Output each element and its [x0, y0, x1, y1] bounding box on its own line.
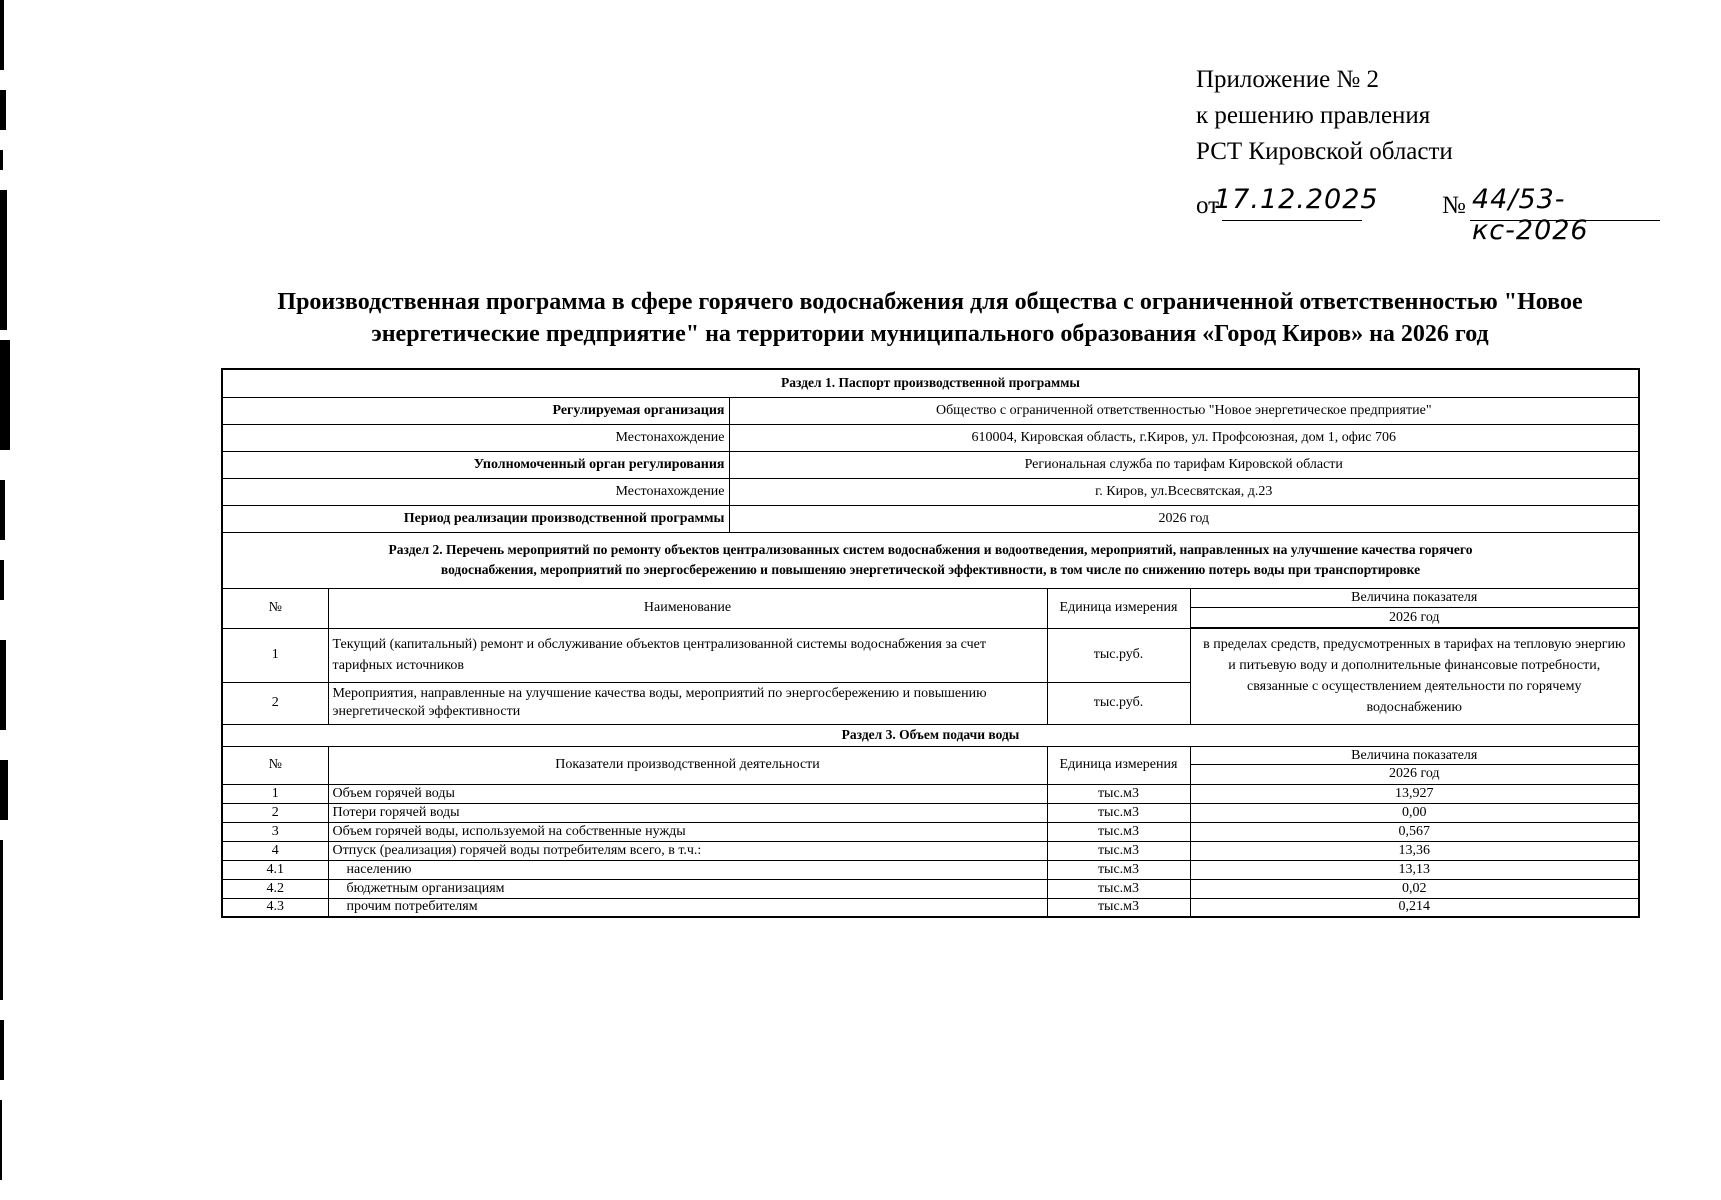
year-header: 2026 год	[1191, 764, 1639, 783]
handwritten-date: 17.12.2025	[1214, 184, 1379, 215]
row-value: 13,13	[1190, 860, 1639, 879]
row-unit: тыс.м3	[1047, 841, 1190, 860]
scan-edge-marks	[0, 0, 12, 1200]
value-header	[1190, 746, 1639, 784]
passport-label: Местонахождение	[222, 478, 729, 505]
row-value: 0,567	[1190, 822, 1639, 841]
passport-row	[222, 424, 1639, 451]
row-unit: тыс.м3	[1047, 860, 1190, 879]
handwritten-number: 44/53-кс-2026	[1472, 184, 1589, 246]
name-header: Наименование	[328, 588, 1047, 628]
row-name: Потери горячей воды	[328, 803, 1047, 822]
row-unit: тыс.м3	[1047, 784, 1190, 803]
row-unit: тыс.руб.	[1047, 628, 1190, 682]
section1-title: Раздел 1. Паспорт производственной программы	[222, 369, 1639, 397]
section2-columns-row	[222, 588, 1639, 628]
row-number: 4	[222, 841, 328, 860]
passport-row	[222, 397, 1639, 424]
table-row	[222, 860, 1639, 879]
section3-title: Раздел 3. Объем подачи воды	[222, 724, 1639, 746]
section2-header-row	[222, 532, 1639, 588]
table-row	[222, 879, 1639, 898]
unit-header: Единица измерения	[1047, 588, 1190, 628]
name-header: Показатели производственной деятельности	[328, 746, 1047, 784]
row-name: Текущий (капитальный) ремонт и обслуживание объектов централизованной системы водоснабжения за счет тарифных источников	[328, 628, 1047, 682]
row-name: Мероприятия, направленные на улучшение качества воды, мероприятий по энергосбережению и повышению энергетической эффективности	[328, 682, 1047, 724]
section3-header-row	[222, 724, 1639, 746]
table-row	[222, 784, 1639, 803]
row-number: 4.3	[222, 898, 328, 917]
row-unit: тыс.руб.	[1047, 682, 1190, 724]
passport-value: г. Киров, ул.Всесвятская, д.23	[729, 478, 1639, 505]
row-name: прочим потребителям	[328, 898, 1047, 917]
row-name: бюджетным организациям	[328, 879, 1047, 898]
date-underline	[1222, 220, 1362, 221]
section2-row	[222, 628, 1639, 682]
passport-label: Период реализации производственной программы	[222, 505, 729, 532]
appendix-line-3: РСТ Кировской области	[1196, 138, 1453, 165]
table-row	[222, 898, 1639, 917]
passport-row	[222, 478, 1639, 505]
from-label: от	[1196, 192, 1220, 219]
passport-value: Общество с ограниченной ответственностью "Новое энергетическое предприятие"	[729, 397, 1639, 424]
row-number: 2	[222, 803, 328, 822]
row-value: 13,36	[1190, 841, 1639, 860]
row-unit: тыс.м3	[1047, 898, 1190, 917]
row-number: 4.2	[222, 879, 328, 898]
row-value: 0,00	[1190, 803, 1639, 822]
title-line-2: энергетические предприятие" на территории муниципального образования «Город Киров» на 2026 год	[371, 321, 1489, 347]
row-value: 0,214	[1190, 898, 1639, 917]
row-name: Объем горячей воды	[328, 784, 1047, 803]
appendix-line-2: к решению правления	[1196, 102, 1431, 129]
decision-date-number	[1196, 184, 1676, 246]
row-name: Объем горячей воды, используемой на собственные нужды	[328, 822, 1047, 841]
value-header-label: Величина показателя	[1351, 748, 1478, 763]
num-header: №	[222, 746, 328, 784]
row-unit: тыс.м3	[1047, 822, 1190, 841]
program-table	[221, 368, 1640, 918]
row-number: 4.1	[222, 860, 328, 879]
table-row	[222, 841, 1639, 860]
value-header	[1190, 588, 1639, 628]
passport-value: 610004, Кировская область, г.Киров, ул. Профсоюзная, дом 1, офис 706	[729, 424, 1639, 451]
passport-row	[222, 505, 1639, 532]
document-title	[200, 286, 1660, 350]
row-number: 1	[222, 628, 328, 682]
row-number: 3	[222, 822, 328, 841]
number-underline	[1470, 220, 1660, 221]
table-row	[222, 803, 1639, 822]
row-value: 0,02	[1190, 879, 1639, 898]
num-header: №	[222, 588, 328, 628]
section2-title	[222, 532, 1639, 588]
section2-title-line-2: водоснабжения, мероприятий по энергосбережению и повышеняю энергетической эффективности, в том числе по снижению потерь воды при транспортировке	[440, 562, 1421, 577]
passport-label: Местонахождение	[222, 424, 729, 451]
section1-header-row	[222, 369, 1639, 397]
appendix-line-1: Приложение № 2	[1196, 66, 1380, 93]
passport-row	[222, 451, 1639, 478]
row-value: 13,927	[1190, 784, 1639, 803]
unit-header: Единица измерения	[1047, 746, 1190, 784]
appendix-block	[1196, 62, 1453, 170]
row-number: 2	[222, 682, 328, 724]
number-label: №	[1442, 192, 1466, 219]
row-name: Отпуск (реализация) горячей воды потребителям всего, в т.ч.:	[328, 841, 1047, 860]
passport-label: Уполномоченный орган регулирования	[222, 451, 729, 478]
table-row	[222, 822, 1639, 841]
row-unit: тыс.м3	[1047, 879, 1190, 898]
passport-label: Регулируемая организация	[222, 397, 729, 424]
title-line-1: Производственная программа в сфере горячего водоснабжения для общества с ограниченной ответственностью "Новое	[277, 289, 1583, 315]
year-header: 2026 год	[1191, 607, 1639, 628]
value-header-label: Величина показателя	[1351, 589, 1478, 605]
passport-value: 2026 год	[729, 505, 1639, 532]
section3-columns-row	[222, 746, 1639, 784]
row-name: населению	[328, 860, 1047, 879]
passport-value: Региональная служба по тарифам Кировской области	[729, 451, 1639, 478]
section2-title-line-1: Раздел 2. Перечень мероприятий по ремонту объектов централизованных систем водоснабжения и водоотведения, мероприятий, направленных на улучшение качества горячего	[388, 542, 1473, 557]
row-number: 1	[222, 784, 328, 803]
row-unit: тыс.м3	[1047, 803, 1190, 822]
merged-value-note: в пределах средств, предусмотренных в тарифах на тепловую энергию и питьевую воду и дополнительные финансовые потребности, связанные с осуществлением деятельности по горячему водоснабжению	[1190, 628, 1639, 724]
